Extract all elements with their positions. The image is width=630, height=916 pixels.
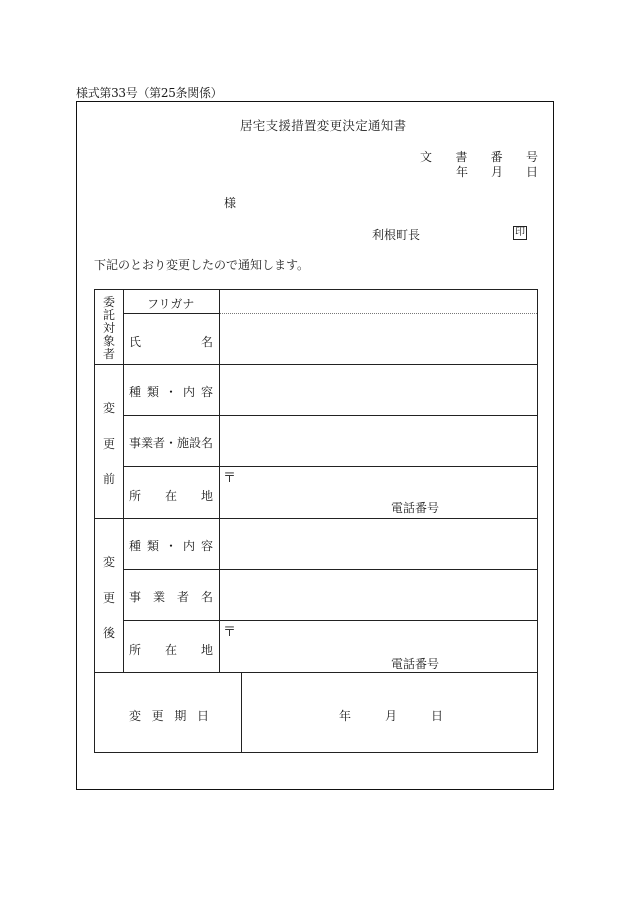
date-year: 年 bbox=[456, 165, 469, 179]
furigana-label: フリガナ bbox=[147, 297, 195, 311]
after-provider-field[interactable] bbox=[221, 571, 535, 619]
after-type-label: 種 類 ・ 内 容 bbox=[129, 539, 213, 553]
after-address-field[interactable] bbox=[237, 622, 535, 648]
before-address-field[interactable] bbox=[237, 468, 535, 494]
after-postal-mark: 〒 bbox=[223, 625, 237, 640]
after-section-label: 変 更 後 bbox=[102, 555, 115, 640]
after-provider-label: 事 業 者 名 bbox=[129, 590, 213, 604]
subject-section-label: 委 託 対 象 者 bbox=[102, 295, 115, 361]
date-day: 日 bbox=[525, 165, 538, 179]
document-number bbox=[420, 151, 538, 163]
issuer-name: 利根町長 bbox=[372, 228, 421, 242]
document-date bbox=[456, 166, 538, 178]
doc-number-char: 号 bbox=[525, 150, 538, 164]
change-date-value[interactable]: 年 月 日 bbox=[339, 709, 443, 723]
name-label: 氏 名 bbox=[129, 335, 213, 349]
before-postal-mark: 〒 bbox=[223, 471, 237, 486]
before-type-field[interactable] bbox=[221, 366, 535, 414]
form-number: 様式第33号（第25条関係） bbox=[76, 86, 223, 100]
after-type-field[interactable] bbox=[221, 520, 535, 568]
date-month: 月 bbox=[490, 165, 503, 179]
before-phone-label: 電話番号 bbox=[391, 501, 440, 515]
furigana-field[interactable] bbox=[221, 292, 535, 312]
before-provider-field[interactable] bbox=[221, 417, 535, 465]
notice-text: 下記のとおり変更したので通知します。 bbox=[94, 258, 310, 272]
doc-number-char: 番 bbox=[490, 150, 503, 164]
seal-mark: 印 bbox=[515, 227, 525, 238]
document-title: 居宅支援措置変更決定通知書 bbox=[240, 118, 407, 133]
doc-number-char: 書 bbox=[455, 150, 468, 164]
before-provider-label: 事業者・施設名 bbox=[129, 436, 214, 450]
after-phone-label: 電話番号 bbox=[391, 657, 440, 671]
before-phone-field[interactable] bbox=[447, 495, 535, 515]
change-table bbox=[94, 289, 538, 753]
before-address-label: 所 在 地 bbox=[129, 489, 213, 503]
name-field[interactable] bbox=[221, 316, 535, 362]
recipient-honorific: 様 bbox=[224, 196, 237, 210]
after-address-label: 所 在 地 bbox=[129, 643, 213, 657]
before-type-label: 種 類 ・ 内 容 bbox=[129, 385, 213, 399]
doc-number-char: 文 bbox=[420, 150, 433, 164]
after-phone-field[interactable] bbox=[447, 651, 535, 671]
before-section-label: 変 更 前 bbox=[102, 401, 115, 486]
change-date-label: 変 更 期 日 bbox=[129, 709, 209, 723]
